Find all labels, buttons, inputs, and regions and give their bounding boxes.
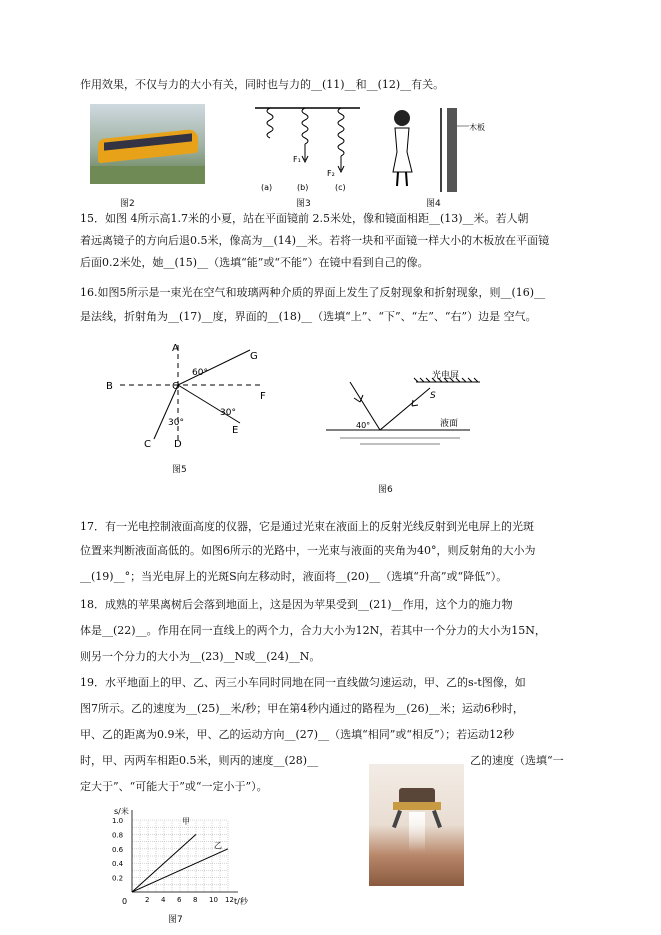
- text-line-16b: 乙的速度（选填“一: [470, 754, 564, 767]
- x-axis-label: t/秒: [234, 897, 248, 906]
- text-line-10: 18．成熟的苹果离树后会落到地面上，这是因为苹果受到__(21)__作用，这个力的施力物: [80, 598, 513, 611]
- y-tick-label: 0.8: [112, 831, 124, 840]
- y-tick-label: 1.0: [112, 817, 124, 825]
- x-tick-label: 12: [225, 896, 234, 904]
- y-axis-label: s/米: [114, 807, 129, 816]
- figure-4-mirror: [385, 104, 505, 194]
- text-line-17: 定大于”、“可能大于”或“一定小于”）。: [80, 780, 268, 793]
- label-C: C: [144, 439, 151, 450]
- angle-30-right: 30°: [220, 408, 236, 418]
- f2-label: F₂: [327, 169, 335, 178]
- figure-2-caption: 图2: [120, 199, 135, 209]
- figure-3-springs: [255, 104, 365, 194]
- text-line-13: 19．水平地面上的甲、乙、丙三小车同时同地在同一直线做匀速运动，甲、乙的s-t图像，如: [80, 676, 526, 689]
- text-line-9: __(19)__°；当光电屏上的光斑S向左移动时，液面将__(20)__（选填“升高”或“降低”）。: [80, 570, 508, 583]
- text-line-8: 位置来判断液面高低的。如图6所示的光路中，一光束与液面的夹角为40°，则反射角的大小为: [80, 544, 536, 557]
- y-tick-label: 0.2: [112, 874, 124, 883]
- text-line-12: 则另一个分力的大小为__(23)__N或__(24)__N。: [80, 650, 321, 663]
- label-c: (c): [335, 183, 346, 192]
- text-line-1: 作用效果，不仅与力的大小有关，同时也与力的__(11)__和__(12)__有关。: [80, 78, 445, 91]
- figure-3-caption: 图3: [296, 199, 311, 209]
- x-tick-label: 10: [209, 896, 218, 904]
- series-jia-label: 甲: [182, 817, 190, 826]
- text-line-14: 图7所示。乙的速度为__(25)__米/秒；甲在第4秒内通过的路程为__(26)__米；运动6秒时，: [80, 702, 524, 715]
- angle-30-bottom: 30°: [168, 418, 184, 428]
- figure-7-st-chart: [108, 802, 258, 906]
- label-a: (a): [261, 183, 273, 192]
- angle-40: 40°: [356, 421, 371, 430]
- figure-7-caption: 图7: [168, 915, 183, 925]
- y-tick-label: 0.4: [112, 860, 124, 869]
- label-F: F: [260, 391, 266, 402]
- y-tick-label: 0.6: [112, 845, 124, 854]
- label-E: E: [232, 425, 239, 436]
- x-tick-label: 6: [177, 896, 182, 904]
- angle-60: 60°: [192, 368, 208, 378]
- figure-6-light-sensor: [320, 368, 490, 448]
- text-line-16: 时，甲、丙两车相距0.5米，则丙的速度__(28)__: [80, 754, 319, 767]
- lander-photo: [369, 764, 464, 886]
- text-line-3: 着远离镜子的方向后退0.5米，像高为__(14)__米。若将一块和平面镜一样大小的木板放在平面镜: [80, 234, 550, 247]
- figure-5-refraction: [100, 335, 280, 455]
- text-line-2: 15．如图 4所示高1.7米的小夏，站在平面镜前 2.5米处，像和镜面相距__(13)__米。若人朝: [80, 212, 529, 225]
- label-D: D: [174, 439, 182, 450]
- figure-5-caption: 图5: [172, 465, 187, 475]
- text-line-15: 甲、乙的距离为0.9米，甲、乙的运动方向__(27)__（选填“相同”或“相反”）；若运动12秒: [80, 728, 515, 741]
- label-b: (b): [297, 183, 309, 192]
- tram-photo: [90, 104, 205, 184]
- series-yi-label: 乙: [214, 841, 222, 850]
- label-A: A: [172, 343, 179, 354]
- label-G: G: [250, 351, 258, 362]
- x-tick-label: 2: [145, 896, 150, 904]
- text-line-4: 后面0.2米处，她__(15)__（选填“能”或“不能”）在镜中看到自己的像。: [80, 256, 429, 269]
- text-line-11: 体是__(22)__。作用在同一直线上的两个力，合力大小为12N，若其中一个分力的大小为15N，: [80, 624, 546, 637]
- board-label: 木板: [469, 123, 485, 132]
- x-tick-label: 8: [193, 896, 198, 904]
- text-line-7: 17．有一光电控制液面高度的仪器，它是通过光束在液面上的反射光线反射到光电屏上的光斑: [80, 520, 534, 533]
- liquid-label: 液面: [440, 419, 459, 429]
- screen-label: 光电屏: [432, 371, 460, 381]
- text-line-6: 是法线，折射角为__(17)__度，界面的__(18)__（选填“上”、“下”、“左”、“右”）边是 空气。: [80, 310, 537, 323]
- spot-s-label: S: [430, 391, 436, 401]
- x-tick-label: 4: [161, 896, 166, 904]
- label-B: B: [106, 381, 113, 392]
- origin-label: 0: [122, 897, 128, 906]
- figure-4-caption: 图4: [426, 199, 441, 209]
- figure-6-caption: 图6: [378, 485, 393, 495]
- f1-label: F₁: [293, 155, 301, 164]
- label-O: O: [172, 381, 180, 392]
- text-line-5: 16.如图5所示是一束光在空气和玻璃两种介质的界面上发生了反射现象和折射现象，则__(16)__: [80, 286, 546, 299]
